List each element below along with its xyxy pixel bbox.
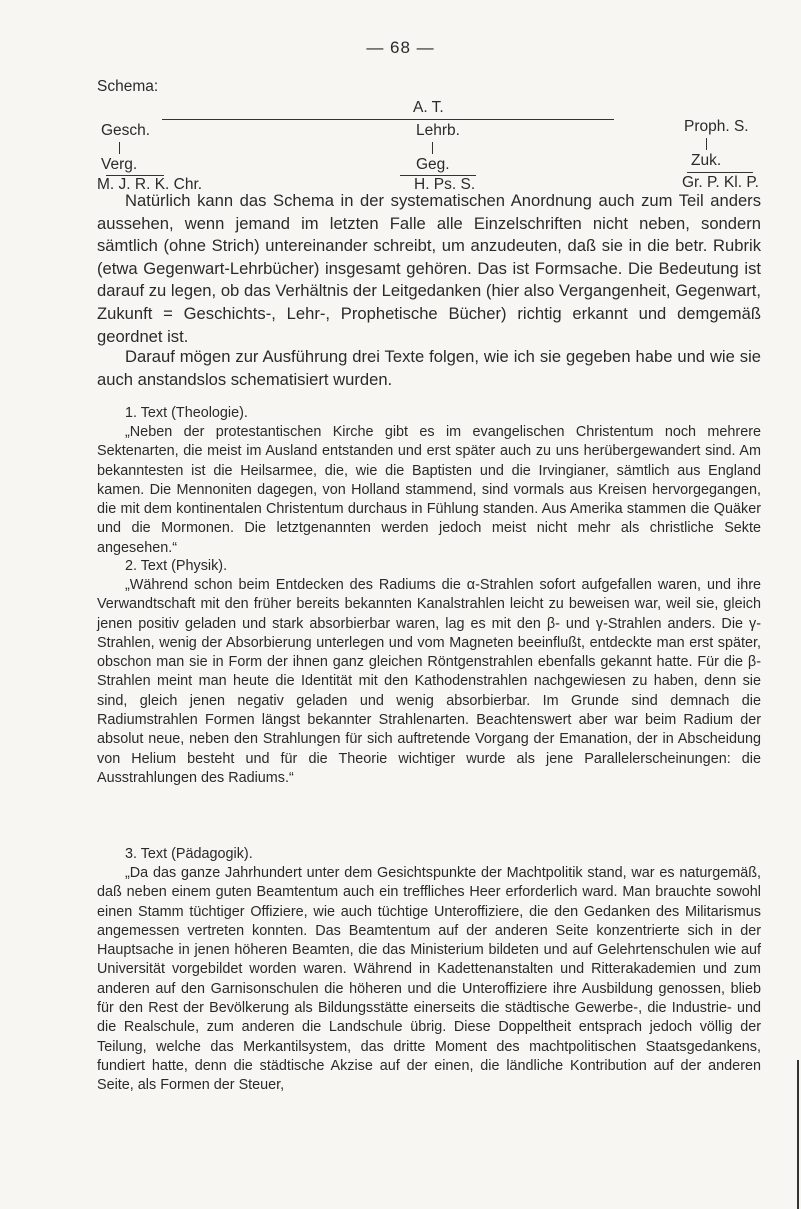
schema-col3-rule — [687, 172, 753, 173]
schema-top-rule — [162, 119, 614, 120]
schema-col3-bottom: Gr. P. Kl. P. — [682, 174, 759, 191]
schema-top-label: A. T. — [413, 99, 444, 116]
schema-col3-mid: Zuk. — [691, 152, 722, 169]
schema-col1-bottom: M. J. R. K. Chr. — [97, 176, 203, 193]
schema-col2-mid: Geg. — [416, 156, 450, 173]
text-2-body: „Während schon beim Entdecken des Radiums die α-Strahlen sofort aufgefallen waren, und ihre Verwandtschaft mit den früher bereits bekannten Kanalstrahlen leicht zu beweisen war, weil sie, gleich jenen positiv geladen und stark absorbierbar waren, lag es mit den β- und γ-Strahlen anders. Die γ-Strahlen, wenig der Absorbierung unterlegen und vom Magneten beeinflußt, entdeckte man erst später, obschon man sie in Form der ihnen ganz gleichen Röntgenstrahlen ebenfalls gekannt hatte. Für die β-Strahlen meint man heute die Identität mit den Kathodenstrahlen nachgewiesen zu haben, denn sie sind, gleich jenen negativ geladen und wenig absorbierbar. Im Grunde sind demnach die Radiumstrahlen Formen längst bekannter Strahlenarten. Beachtenswert aber war beim Radium der absolut neue, neben den Strahlungen für sich auftretende Vorgang der Emanation, der in Abscheidung von Helium besteht und für die Theorie wichtiger wurde als jene Parallelerscheinungen: die Ausstrahlungen des Radiums.“ — [97, 577, 761, 786]
schema-col1-title: Gesch. — [101, 122, 151, 139]
page-edge-mark — [797, 1060, 799, 1209]
intro-paragraph-2: Darauf mögen zur Ausführung drei Texte folgen, wie ich sie gegeben habe und wie sie auch anstandslos schematisiert wurden. — [97, 347, 761, 389]
text-1-body: „Neben der protestantischen Kirche gibt es im evangelischen Christentum noch mehrere Sektenarten, die meist im Ausland entstanden und erst später auch zu uns herübergewandert sind. Am bekanntesten ist die Heilsarmee, die, wie die Baptisten und die Irvingianer, sämtlich aus England kamen. Die Mennoniten dagegen, von Holland stammend, sind vormals aus Kreisen hervorgegangen, die mit dem kontinentalen Christentum durchaus in Fühlung standen. Aus Amerika stammen die Quäker und die Mormonen. Die letztgenannten werden jedoch meist nicht mehr als christliche Sekte angesehen.“ — [97, 424, 761, 556]
schema-col3-title: Proph. S. — [684, 118, 749, 135]
text-1-heading: 1. Text (Theologie). — [125, 405, 248, 421]
text-2-heading: 2. Text (Physik). — [125, 558, 228, 574]
schema-col3-connector — [706, 138, 707, 150]
schema-col1-mid: Verg. — [101, 156, 138, 173]
text-3-body: „Da das ganze Jahrhundert unter dem Gesichtspunkte der Machtpolitik stand, war es naturgemäß, daß neben einem guten Beamtentum auch ein treffliches Heer erforderlich ward. Man brauchte sowohl einen Stamm tüchtiger Offiziere, wie auch tüchtige Unteroffiziere, die den Gedanken des Militarismus angemessen vertreten konnten. Das Beamtentum auf der anderen Seite konzentrierte sich in der Hauptsache in jenen höheren Beamten, die das Ministerium bildeten und auf Gelehrtenschulen wie auf Universität vorgebildet worden waren. Während in Kadettenanstalten und Ritterakademien und zum anderen auf den Garnisonschulen die höheren und die Unteroffiziere ihre Ausbildung genossen, blieb für den Rest der Bevölkerung als Bildungsstätte einerseits die städtische Gewerbe-, die Industrie- und die Realschule, zum anderen die Landschule übrig. Diese Doppeltheit entsprach jedoch völlig der Teilung, welche das Merkantilsystem, das dritte Moment des machtpolitischen Staatsgedankens, fundiert hatte, denn die städtische Akzise auf der einen, die ländliche Kontribution auf der anderen Seite, als Formen der Steuer, — [97, 865, 761, 1094]
text-3-heading: 3. Text (Pädagogik). — [125, 846, 253, 862]
schema-col2-connector — [432, 142, 433, 154]
schema-col2-bottom: H. Ps. S. — [414, 176, 476, 193]
schema-label: Schema: — [97, 78, 159, 95]
schema-col1-connector — [119, 142, 120, 154]
schema-col2-title: Lehrb. — [416, 122, 460, 139]
page-number: — 68 — — [366, 38, 435, 57]
intro-paragraph-1: Natürlich kann das Schema in der systematischen Anordnung auch zum Teil anders aussehen, wenn jemand im letzten Falle alle Einzelschriften nicht neben, sondern sämtlich (ohne Strich) untereinander schreibt, um anzudeuten, daß sie in die betr. Rubrik (etwa Gegenwart-Lehrbücher) insgesamt gehören. Das ist Formsache. Die Bedeutung ist darauf zu legen, ob das Verhältnis der Leitgedanken (hier also Vergangenheit, Gegenwart, Zukunft = Geschichts-, Lehr-, Prophetische Bücher) richtig erkannt und demgemäß geordnet ist. — [97, 191, 761, 346]
